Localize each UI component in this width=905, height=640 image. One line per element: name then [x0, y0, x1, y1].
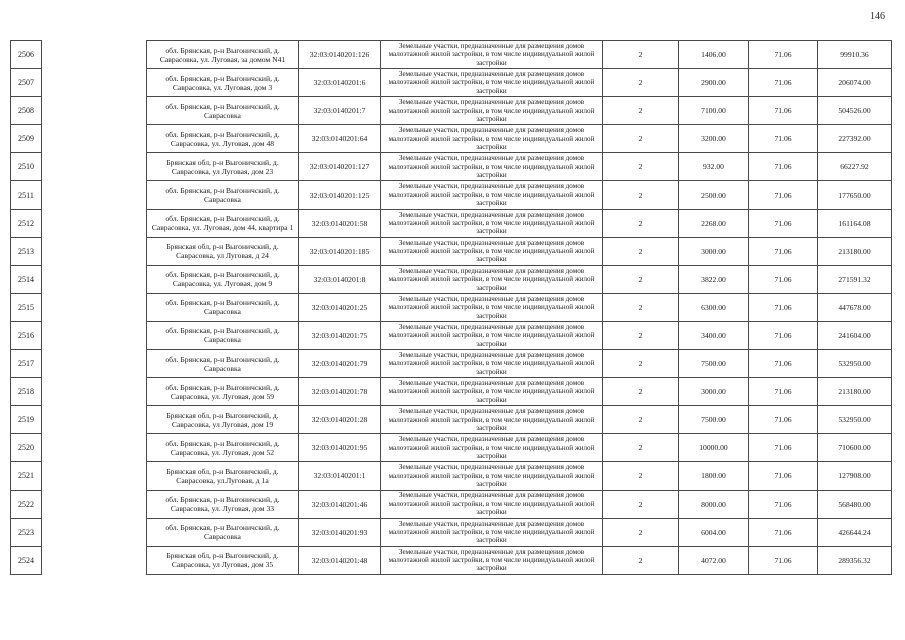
cadastral-number-cell: 32:03:0140201:6: [299, 69, 381, 97]
table-row: [147, 378, 892, 406]
group-cell: 2: [603, 69, 679, 97]
table-row: [147, 350, 892, 378]
area-cell: 6300.00: [679, 293, 749, 321]
row-number-cell: 2521: [11, 462, 42, 490]
rate-cell: 71.06: [749, 406, 818, 434]
cadastral-number-cell: 32:03:0140201:95: [299, 434, 381, 462]
index-row: [11, 378, 42, 406]
address-cell: обл. Брянская, р-н Выгоничский, д. Саврасовка: [147, 518, 299, 546]
area-cell: 3822.00: [679, 265, 749, 293]
address-cell: обл. Брянская, р-н Выгоничский, д. Саврасовка: [147, 350, 299, 378]
value-cell: 213180.00: [818, 378, 892, 406]
value-cell: 177650.00: [818, 181, 892, 209]
cadastral-number-cell: 32:03:0140201:79: [299, 350, 381, 378]
table-row: [147, 181, 892, 209]
land-category-cell: Земельные участки, предназначенные для размещения домов малоэтажной жилой застройки, в том числе индивидуальной жилой застройки: [381, 490, 603, 518]
value-cell: 66227.92: [818, 153, 892, 181]
area-cell: 8000.00: [679, 490, 749, 518]
row-index-table: [10, 40, 42, 575]
land-category-cell: Земельные участки, предназначенные для размещения домов малоэтажной жилой застройки, в том числе индивидуальной жилой застройки: [381, 41, 603, 69]
group-cell: 2: [603, 350, 679, 378]
group-cell: 2: [603, 293, 679, 321]
land-category-cell: Земельные участки, предназначенные для размещения домов малоэтажной жилой застройки, в том числе индивидуальной жилой застройки: [381, 181, 603, 209]
row-number-cell: 2519: [11, 406, 42, 434]
land-category-cell: Земельные участки, предназначенные для размещения домов малоэтажной жилой застройки, в том числе индивидуальной жилой застройки: [381, 462, 603, 490]
table-row: [147, 265, 892, 293]
value-cell: 532950.00: [818, 350, 892, 378]
address-cell: Брянская обл, р-н Выгоничский, д. Саврасовка, ул Луговая, дом 19: [147, 406, 299, 434]
group-cell: 2: [603, 462, 679, 490]
index-row: [11, 406, 42, 434]
row-number-cell: 2515: [11, 293, 42, 321]
area-cell: 3200.00: [679, 125, 749, 153]
value-cell: 289356.32: [818, 546, 892, 574]
rate-cell: 71.06: [749, 97, 818, 125]
table-row: [147, 546, 892, 574]
address-cell: Брянская обл, р-н Выгоничский, д. Саврасовка, ул Луговая, дом 23: [147, 153, 299, 181]
area-cell: 2268.00: [679, 209, 749, 237]
table-row: [147, 406, 892, 434]
rate-cell: 71.06: [749, 518, 818, 546]
address-cell: Брянская обл, р-н Выгоничский, д. Саврасовка, ул Луговая, д 24: [147, 237, 299, 265]
group-cell: 2: [603, 434, 679, 462]
table-row: [147, 237, 892, 265]
address-cell: Брянская обл, р-н Выгоничский, д. Саврасовка, ул.Луговая, д 1а: [147, 462, 299, 490]
value-cell: 213180.00: [818, 237, 892, 265]
address-cell: Брянская обл, р-н Выгоничский, д. Саврасовка, ул Луговая, дом 35: [147, 546, 299, 574]
land-category-cell: Земельные участки, предназначенные для размещения домов малоэтажной жилой застройки, в том числе индивидуальной жилой застройки: [381, 69, 603, 97]
cadastral-number-cell: 32:03:0140201:28: [299, 406, 381, 434]
land-category-cell: Земельные участки, предназначенные для размещения домов малоэтажной жилой застройки, в том числе индивидуальной жилой застройки: [381, 321, 603, 349]
cadastral-number-cell: 32:03:0140201:127: [299, 153, 381, 181]
index-row: [11, 321, 42, 349]
area-cell: 2500.00: [679, 181, 749, 209]
cadastral-number-cell: 32:03:0140201:93: [299, 518, 381, 546]
table-row: [147, 153, 892, 181]
area-cell: 10000.00: [679, 434, 749, 462]
land-category-cell: Земельные участки, предназначенные для размещения домов малоэтажной жилой застройки, в том числе индивидуальной жилой застройки: [381, 546, 603, 574]
address-cell: обл. Брянская, р-н Выгоничский, д. Саврасовка, ул. Луговая, дом 44, квартира 1: [147, 209, 299, 237]
land-category-cell: Земельные участки, предназначенные для размещения домов малоэтажной жилой застройки, в том числе индивидуальной жилой застройки: [381, 209, 603, 237]
row-number-cell: 2511: [11, 181, 42, 209]
value-cell: 447678.00: [818, 293, 892, 321]
land-category-cell: Земельные участки, предназначенные для размещения домов малоэтажной жилой застройки, в том числе индивидуальной жилой застройки: [381, 265, 603, 293]
row-number-cell: 2522: [11, 490, 42, 518]
address-cell: обл. Брянская, р-н Выгоничский, д. Саврасовка: [147, 321, 299, 349]
page-number: 146: [870, 11, 885, 22]
land-category-cell: Земельные участки, предназначенные для размещения домов малоэтажной жилой застройки, в том числе индивидуальной жилой застройки: [381, 378, 603, 406]
group-cell: 2: [603, 490, 679, 518]
land-category-cell: Земельные участки, предназначенные для размещения домов малоэтажной жилой застройки, в том числе индивидуальной жилой застройки: [381, 406, 603, 434]
land-category-cell: Земельные участки, предназначенные для размещения домов малоэтажной жилой застройки, в том числе индивидуальной жилой застройки: [381, 125, 603, 153]
address-cell: обл. Брянская, р-н Выгоничский, д. Саврасовка, ул. Луговая, за домом N41: [147, 41, 299, 69]
area-cell: 7500.00: [679, 406, 749, 434]
parcel-table: [146, 40, 892, 575]
area-cell: 4072.00: [679, 546, 749, 574]
area-cell: 3000.00: [679, 237, 749, 265]
address-cell: обл. Брянская, р-н Выгоничский, д. Саврасовка, ул. Луговая, дом 3: [147, 69, 299, 97]
index-row: [11, 546, 42, 574]
index-row: [11, 518, 42, 546]
row-number-cell: 2518: [11, 378, 42, 406]
rate-cell: 71.06: [749, 153, 818, 181]
area-cell: 3000.00: [679, 378, 749, 406]
rate-cell: 71.06: [749, 293, 818, 321]
row-number-cell: 2514: [11, 265, 42, 293]
group-cell: 2: [603, 546, 679, 574]
row-number-cell: 2508: [11, 97, 42, 125]
rate-cell: 71.06: [749, 265, 818, 293]
area-cell: 3400.00: [679, 321, 749, 349]
cadastral-number-cell: 32:03:0140201:48: [299, 546, 381, 574]
row-number-cell: 2512: [11, 209, 42, 237]
rate-cell: 71.06: [749, 546, 818, 574]
rate-cell: 71.06: [749, 378, 818, 406]
group-cell: 2: [603, 321, 679, 349]
table-row: [147, 490, 892, 518]
cadastral-number-cell: 32:03:0140201:58: [299, 209, 381, 237]
address-cell: обл. Брянская, р-н Выгоничский, д. Саврасовка: [147, 181, 299, 209]
index-row: [11, 209, 42, 237]
rate-cell: 71.06: [749, 69, 818, 97]
area-cell: 7500.00: [679, 350, 749, 378]
land-category-cell: Земельные участки, предназначенные для размещения домов малоэтажной жилой застройки, в том числе индивидуальной жилой застройки: [381, 97, 603, 125]
area-cell: 932.00: [679, 153, 749, 181]
group-cell: 2: [603, 41, 679, 69]
group-cell: 2: [603, 406, 679, 434]
rate-cell: 71.06: [749, 321, 818, 349]
table-row: [147, 462, 892, 490]
rate-cell: 71.06: [749, 350, 818, 378]
index-row: [11, 490, 42, 518]
land-category-cell: Земельные участки, предназначенные для размещения домов малоэтажной жилой застройки, в том числе индивидуальной жилой застройки: [381, 237, 603, 265]
table-row: [147, 69, 892, 97]
value-cell: 532950.00: [818, 406, 892, 434]
cadastral-number-cell: 32:03:0140201:126: [299, 41, 381, 69]
group-cell: 2: [603, 97, 679, 125]
value-cell: 504526.00: [818, 97, 892, 125]
value-cell: 568480.00: [818, 490, 892, 518]
row-number-cell: 2517: [11, 350, 42, 378]
rate-cell: 71.06: [749, 434, 818, 462]
cadastral-number-cell: 32:03:0140201:125: [299, 181, 381, 209]
table-row: [147, 209, 892, 237]
row-number-cell: 2509: [11, 125, 42, 153]
cadastral-number-cell: 32:03:0140201:75: [299, 321, 381, 349]
rate-cell: 71.06: [749, 462, 818, 490]
area-cell: 7100.00: [679, 97, 749, 125]
index-row: [11, 153, 42, 181]
cadastral-number-cell: 32:03:0140201:78: [299, 378, 381, 406]
value-cell: 127908.00: [818, 462, 892, 490]
main-table-body: [147, 41, 892, 575]
value-cell: 206074.00: [818, 69, 892, 97]
address-cell: обл. Брянская, р-н Выгоничский, д. Саврасовка, ул. Луговая, дом 9: [147, 265, 299, 293]
group-cell: 2: [603, 265, 679, 293]
rate-cell: 71.06: [749, 237, 818, 265]
index-row: [11, 350, 42, 378]
row-number-cell: 2516: [11, 321, 42, 349]
rate-cell: 71.06: [749, 125, 818, 153]
index-row: [11, 293, 42, 321]
cadastral-number-cell: 32:03:0140201:8: [299, 265, 381, 293]
value-cell: 227392.00: [818, 125, 892, 153]
group-cell: 2: [603, 125, 679, 153]
group-cell: 2: [603, 237, 679, 265]
value-cell: 241604.00: [818, 321, 892, 349]
index-row: [11, 97, 42, 125]
table-row: [147, 518, 892, 546]
address-cell: обл. Брянская, р-н Выгоничский, д. Саврасовка, ул. Луговая, дом 33: [147, 490, 299, 518]
table-row: [147, 41, 892, 69]
index-row: [11, 237, 42, 265]
rate-cell: 71.06: [749, 41, 818, 69]
table-row: [147, 321, 892, 349]
table-row: [147, 434, 892, 462]
cadastral-number-cell: 32:03:0140201:7: [299, 97, 381, 125]
row-number-cell: 2506: [11, 41, 42, 69]
rate-cell: 71.06: [749, 209, 818, 237]
row-number-cell: 2524: [11, 546, 42, 574]
land-category-cell: Земельные участки, предназначенные для размещения домов малоэтажной жилой застройки, в том числе индивидуальной жилой застройки: [381, 293, 603, 321]
land-category-cell: Земельные участки, предназначенные для размещения домов малоэтажной жилой застройки, в том числе индивидуальной жилой застройки: [381, 153, 603, 181]
value-cell: 99910.36: [818, 41, 892, 69]
cadastral-number-cell: 32:03:0140201:25: [299, 293, 381, 321]
address-cell: обл. Брянская, р-н Выгоничский, д. Саврасовка, ул. Луговая, дом 52: [147, 434, 299, 462]
value-cell: 271591.32: [818, 265, 892, 293]
index-row: [11, 434, 42, 462]
index-row: [11, 125, 42, 153]
index-row: [11, 265, 42, 293]
table-row: [147, 293, 892, 321]
index-row: [11, 69, 42, 97]
value-cell: 426644.24: [818, 518, 892, 546]
row-number-cell: 2520: [11, 434, 42, 462]
group-cell: 2: [603, 518, 679, 546]
group-cell: 2: [603, 153, 679, 181]
index-row: [11, 41, 42, 69]
table-row: [147, 125, 892, 153]
rate-cell: 71.06: [749, 181, 818, 209]
area-cell: 1406.00: [679, 41, 749, 69]
area-cell: 2900.00: [679, 69, 749, 97]
group-cell: 2: [603, 181, 679, 209]
row-number-cell: 2507: [11, 69, 42, 97]
group-cell: 2: [603, 209, 679, 237]
cadastral-number-cell: 32:03:0140201:1: [299, 462, 381, 490]
land-category-cell: Земельные участки, предназначенные для размещения домов малоэтажной жилой застройки, в том числе индивидуальной жилой застройки: [381, 350, 603, 378]
row-number-cell: 2513: [11, 237, 42, 265]
index-row: [11, 462, 42, 490]
address-cell: обл. Брянская, р-н Выгоничский, д. Саврасовка: [147, 293, 299, 321]
cadastral-number-cell: 32:03:0140201:46: [299, 490, 381, 518]
row-number-cell: 2510: [11, 153, 42, 181]
index-column-body: [11, 41, 42, 575]
rate-cell: 71.06: [749, 490, 818, 518]
table-row: [147, 97, 892, 125]
cadastral-number-cell: 32:03:0140201:185: [299, 237, 381, 265]
address-cell: обл. Брянская, р-н Выгоничский, д. Саврасовка: [147, 97, 299, 125]
index-row: [11, 181, 42, 209]
group-cell: 2: [603, 378, 679, 406]
area-cell: 1800.00: [679, 462, 749, 490]
value-cell: 710600.00: [818, 434, 892, 462]
land-category-cell: Земельные участки, предназначенные для размещения домов малоэтажной жилой застройки, в том числе индивидуальной жилой застройки: [381, 434, 603, 462]
cadastral-number-cell: 32:03:0140201:64: [299, 125, 381, 153]
row-number-cell: 2523: [11, 518, 42, 546]
area-cell: 6004.00: [679, 518, 749, 546]
address-cell: обл. Брянская, р-н Выгоничский, д. Саврасовка, ул. Луговая, дом 48: [147, 125, 299, 153]
value-cell: 161164.08: [818, 209, 892, 237]
land-category-cell: Земельные участки, предназначенные для размещения домов малоэтажной жилой застройки, в том числе индивидуальной жилой застройки: [381, 518, 603, 546]
address-cell: обл. Брянская, р-н Выгоничский, д. Саврасовка, ул. Луговая, дом 59: [147, 378, 299, 406]
